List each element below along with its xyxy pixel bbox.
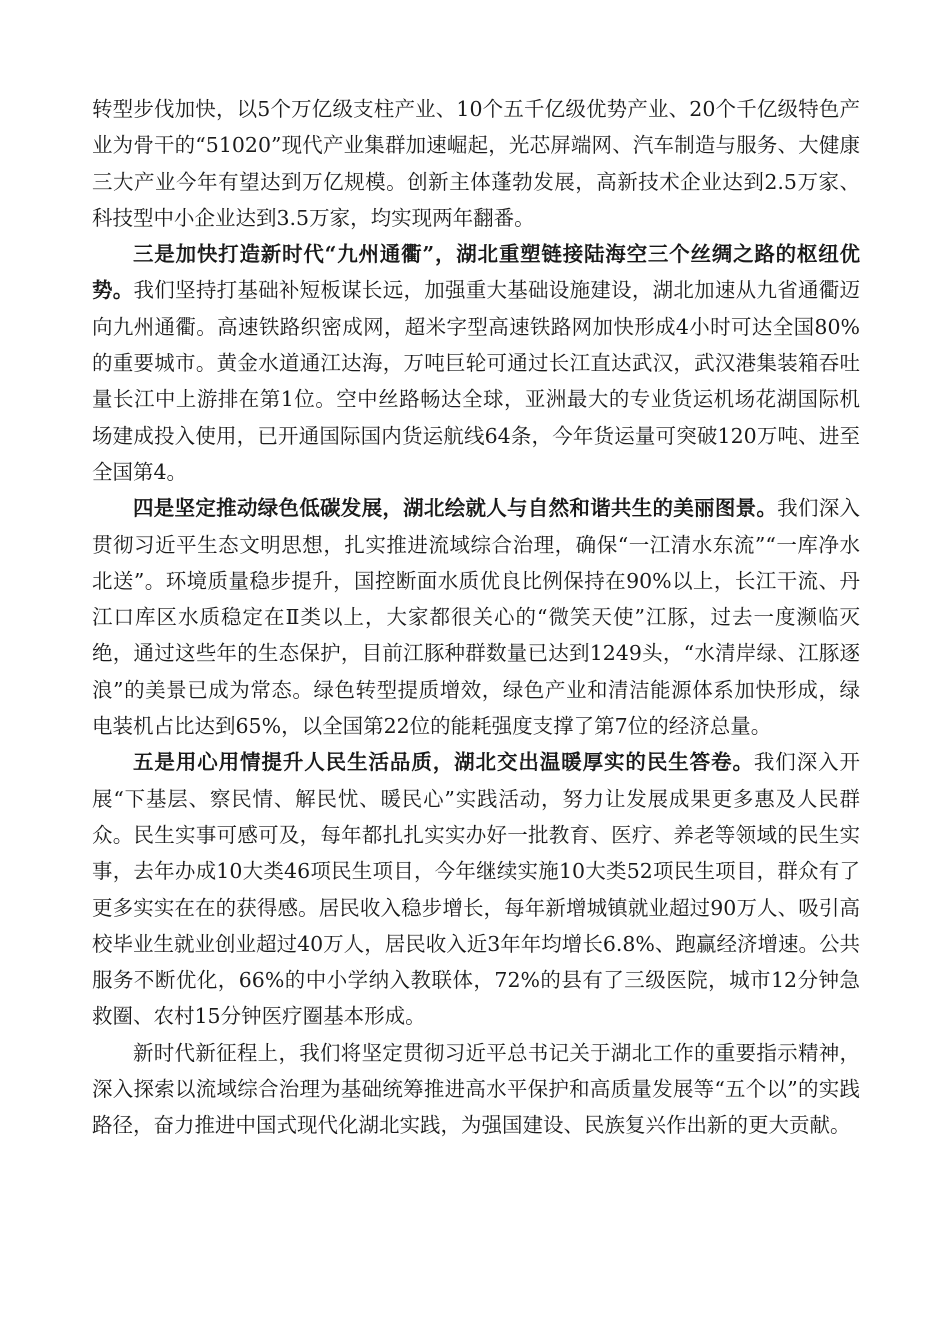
paragraph-2-body: 我们坚持打基础补短板谋长远，加强重大基础设施建设，湖北加速从九省通衢迈向九州通衢。高速铁路织密成网，超米字型高速铁路网加快形成4小时可达全国80%的重要城市。黄金水道通江达海，万吨巨轮可通过长江直达武汉，武汉港集装箱吞吐量长江中上游排在第1位。空中丝路畅达全球，亚洲最大的专业货运机场花湖国际机场建成投入使用，已开通国际国内货运航线64条，今年货运量可突破120万吨、进至全国第4。 — [92, 278, 861, 484]
paragraph-2 — [92, 236, 860, 490]
paragraph-4-body: 我们深入开展“下基层、察民情、解民忧、暖民心”实践活动，努力让发展成果更多惠及人民群众。民生实事可感可及，每年都扎扎实实办好一批教育、医疗、养老等领域的民生实事，去年办成10大类46项民生项目，今年继续实施10大类52项民生项目，群众有了更多实实在在的获得感。居民收入稳步增长，每年新增城镇就业超过90万人、吸引高校毕业生就业创业超过40万人，居民收入近3年年均增长6.8%、跑赢经济增速。公共服务不断优化，66%的中小学纳入教联体，72%的县有了三级医院，城市12分钟急救圈、农村15分钟医疗圈基本形成。 — [92, 750, 861, 1029]
paragraph-3-body: 我们深入贯彻习近平生态文明思想，扎实推进流域综合治理，确保“一江清水东流”“一库净水北送”。环境质量稳步提升，国控断面水质优良比例保持在90%以上，长江干流、丹江口库区水质稳定在Ⅱ类以上，大家都很关心的“微笑天使”江豚，过去一度濒临灭绝，通过这些年的生态保护，目前江豚种群数量已达到1249头，“水清岸绿、江豚逐浪”的美景已成为常态。绿色转型提质增效，绿色产业和清洁能源体系加快形成，绿电装机占比达到65%，以全国第22位的能耗强度支撑了第7位的经济总量。 — [92, 496, 861, 739]
paragraph-2-lead: 三是加快打造新时代“九州通衢”，湖北重塑链接陆海空三个丝绸之路的枢纽优势。 — [92, 242, 860, 303]
paragraph-4-lead: 五是用心用情提升人民生活品质，湖北交出温暖厚实的民生答卷。 — [133, 750, 754, 775]
paragraph-5 — [92, 1035, 860, 1144]
paragraph-4 — [92, 744, 860, 1034]
paragraph-1 — [92, 91, 860, 236]
paragraph-3-lead: 四是坚定推动绿色低碳发展，湖北绘就人与自然和谐共生的美丽图景。 — [133, 496, 778, 521]
paragraph-1-body: 转型步伐加快，以5个万亿级支柱产业、10个五千亿级优势产业、20个千亿级特色产业为骨干的“51020”现代产业集群加速崛起，光芯屏端网、汽车制造与服务、大健康三大产业今年有望达到万亿规模。创新主体蓬勃发展，高新技术企业达到2.5万家、科技型中小企业达到3.5万家，均实现两年翻番。 — [92, 97, 860, 230]
paragraph-5-body: 新时代新征程上，我们将坚定贯彻习近平总书记关于湖北工作的重要指示精神，深入探索以流域综合治理为基础统筹推进高水平保护和高质量发展等“五个以”的实践路径，奋力推进中国式现代化湖北实践，为强国建设、民族复兴作出新的更大贡献。 — [92, 1040, 860, 1138]
document-page — [92, 91, 860, 1144]
paragraph-3 — [92, 490, 860, 744]
